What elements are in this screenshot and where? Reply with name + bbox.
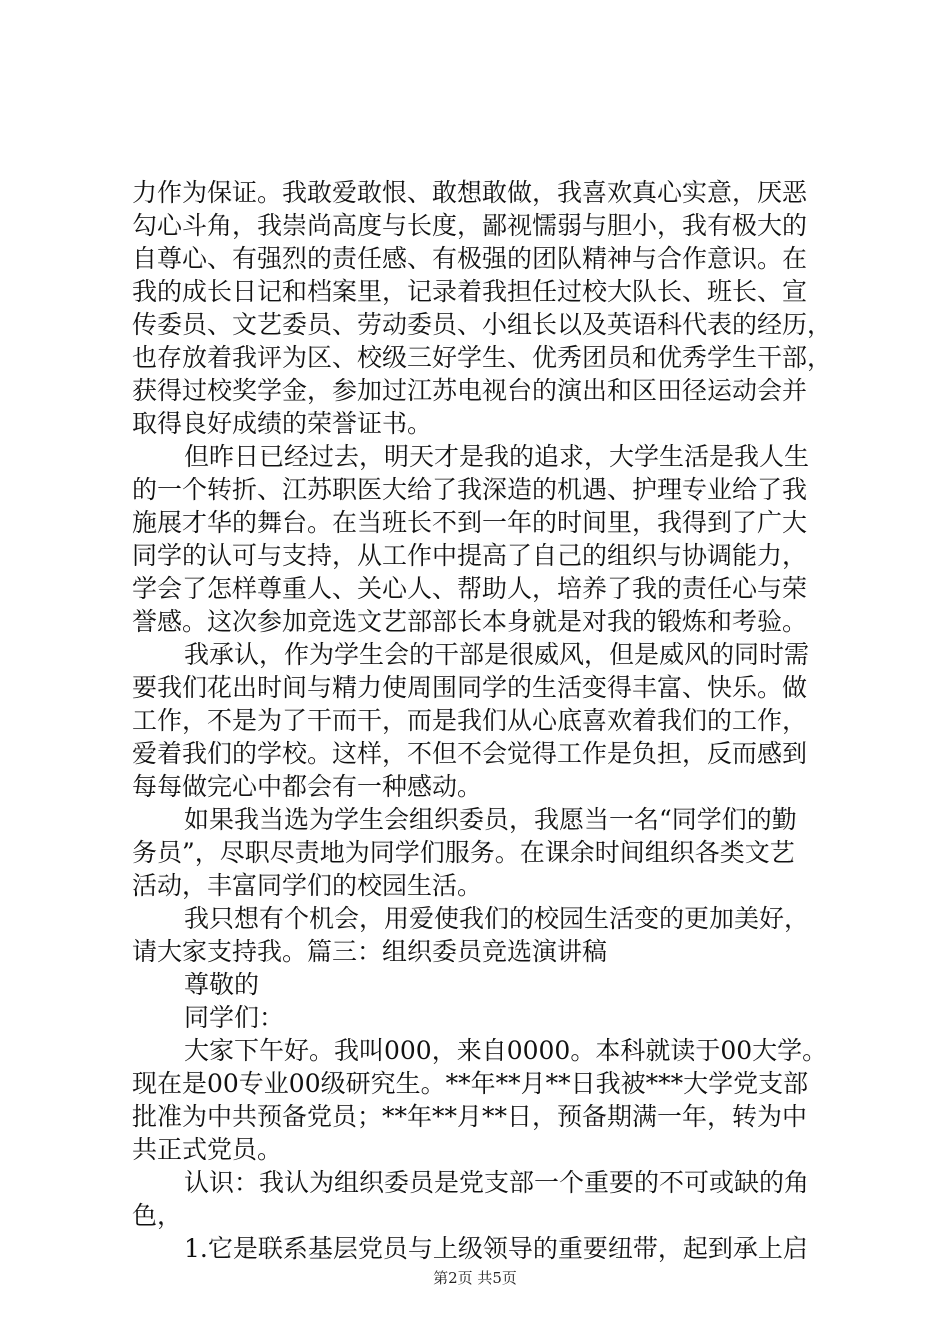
page-footer: 第2页 共5页 xyxy=(433,1269,517,1287)
text-line: 的一个转折、江苏职医大给了我深造的机遇、护理专业给了我 xyxy=(132,475,808,504)
text-line: 要我们花出时间与精力使周围同学的生活变得丰富、快乐。做 xyxy=(132,673,808,702)
text-line: 如果我当选为学生会组织委员，我愿当一名“同学们的勤 xyxy=(184,805,797,834)
text-line: 共正式党员。 xyxy=(132,1135,283,1164)
text-line: 传委员、文艺委员、劳动委员、小组长以及英语科代表的经历， xyxy=(132,310,833,339)
text-line: 我只想有个机会，用爱使我们的校园生活变的更加美好， xyxy=(184,904,810,933)
text-line: 尊敬的 xyxy=(184,970,260,999)
text-line: 誉感。这次参加竞选文艺部部长本身就是对我的锻炼和考验。 xyxy=(132,607,808,636)
text-line: 获得过校奖学金，参加过江苏电视台的演出和区田径运动会并 xyxy=(132,376,808,405)
text-line: 1.它是联系基层党员与上级领导的重要纽带，起到承上启 xyxy=(184,1234,808,1263)
text-line: 务员”，尽职尽责地为同学们服务。在课余时间组织各类文艺 xyxy=(132,838,795,867)
text-line: 勾心斗角，我崇尚高度与长度，鄙视懦弱与胆小，我有极大的 xyxy=(132,211,808,240)
text-line: 同学们： xyxy=(184,1003,285,1032)
text-line: 爱着我们的学校。这样，不但不会觉得工作是负担，反而感到 xyxy=(132,739,808,768)
text-line: 色， xyxy=(132,1201,183,1230)
text-line: 学会了怎样尊重人、关心人、帮助人，培养了我的责任心与荣 xyxy=(132,574,808,603)
text-line: 自尊心、有强烈的责任感、有极强的团队精神与合作意识。在 xyxy=(132,244,808,273)
text-line: 批准为中共预备党员；**年**月**日，预备期满一年，转为中 xyxy=(132,1102,808,1131)
text-line: 取得良好成绩的荣誉证书。 xyxy=(132,409,433,438)
text-line: 力作为保证。我敢爱敢恨、敢想敢做，我喜欢真心实意，厌恶 xyxy=(132,178,808,207)
text-line: 我承认，作为学生会的干部是很威风，但是威风的同时需 xyxy=(184,640,810,669)
text-line: 认识：我认为组织委员是党支部一个重要的不可或缺的角 xyxy=(184,1168,810,1197)
text-line: 活动，丰富同学们的校园生活。 xyxy=(132,871,483,900)
text-line: 工作，不是为了干而干，而是我们从心底喜欢着我们的工作， xyxy=(132,706,808,735)
text-line: 同学的认可与支持，从工作中提高了自己的组织与协调能力， xyxy=(132,541,808,570)
text-line: 我的成长日记和档案里，记录着我担任过校大队长、班长、宣 xyxy=(132,277,808,306)
text-line: 大家下午好。我叫000，来自0000。本科就读于00大学。 xyxy=(184,1036,828,1065)
text-line: 请大家支持我。篇三：组织委员竞选演讲稿 xyxy=(132,937,608,966)
text-line: 施展才华的舞台。在当班长不到一年的时间里，我得到了广大 xyxy=(132,508,808,537)
text-line: 但昨日已经过去，明天才是我的追求，大学生活是我人生 xyxy=(184,442,810,471)
text-line: 现在是00专业00级研究生。**年**月**日我被***大学党支部 xyxy=(132,1069,809,1098)
text-line: 每每做完心中都会有一种感动。 xyxy=(132,772,483,801)
text-line: 也存放着我评为区、校级三好学生、优秀团员和优秀学生干部， xyxy=(132,343,833,372)
